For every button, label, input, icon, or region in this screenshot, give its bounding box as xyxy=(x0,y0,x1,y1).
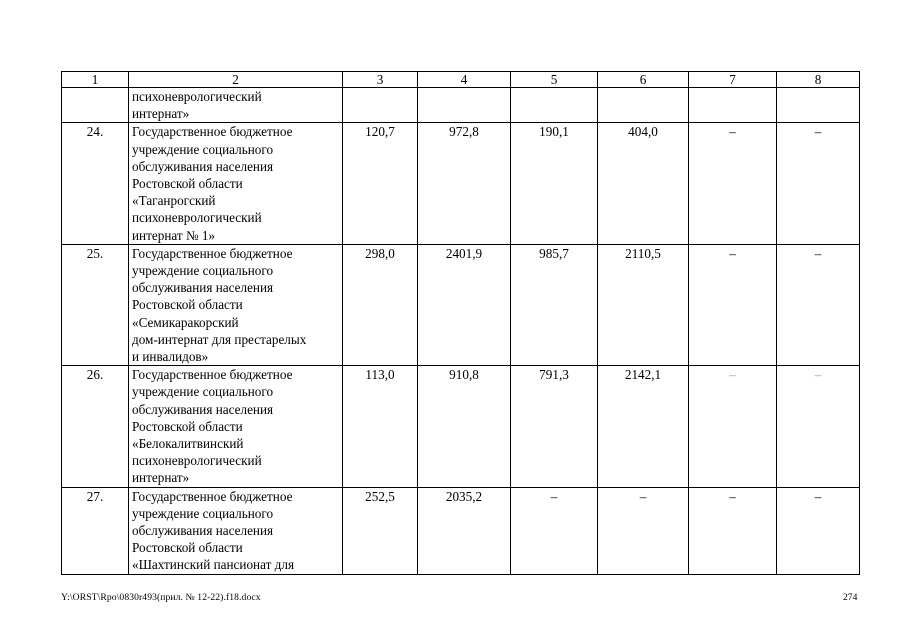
header-cell: 7 xyxy=(689,72,777,88)
value-cell-8: – xyxy=(777,244,860,365)
table-header-row xyxy=(62,72,860,88)
table-row-continuation xyxy=(62,88,860,123)
row-number: 25. xyxy=(62,244,129,365)
name-line: учреждение социального xyxy=(132,384,274,400)
institution-name xyxy=(129,244,343,365)
name-line: Ростовской области xyxy=(132,540,243,556)
name-line: Государственное бюджетное xyxy=(132,488,293,504)
value-cell-6: 404,0 xyxy=(598,123,689,244)
name-line: обслуживания населения xyxy=(132,158,274,174)
value-cell-4: 2035,2 xyxy=(418,487,511,574)
value-cell-8: – xyxy=(777,123,860,244)
header-cell: 6 xyxy=(598,72,689,88)
name-line: Государственное бюджетное xyxy=(132,245,293,261)
header-cell: 5 xyxy=(511,72,598,88)
name-line: «Шахтинский пансионат для xyxy=(132,557,295,573)
value-cell xyxy=(418,88,511,123)
row-number xyxy=(62,88,129,123)
value-cell-3: 252,5 xyxy=(343,487,418,574)
value-cell-6: 2142,1 xyxy=(598,366,689,487)
value-cell-7: – xyxy=(689,487,777,574)
value-cell-7: – xyxy=(689,123,777,244)
name-line: интернат № 1» xyxy=(132,227,216,243)
name-line: Ростовской области xyxy=(132,176,243,192)
row-number: 26. xyxy=(62,366,129,487)
row-number: 27. xyxy=(62,487,129,574)
name-line: «Семикаракорский xyxy=(132,314,239,330)
name-line: Ростовской области xyxy=(132,418,243,434)
name-line: Государственное бюджетное xyxy=(132,367,293,383)
name-line: интернат» xyxy=(132,470,190,486)
name-line: обслуживания населения xyxy=(132,401,274,417)
value-cell-8: – xyxy=(777,366,860,487)
table-row xyxy=(62,487,860,574)
name-line: и инвалидов» xyxy=(132,349,209,365)
value-cell-3: 298,0 xyxy=(343,244,418,365)
name-line: психоневрологический xyxy=(132,89,262,104)
value-cell-7: – xyxy=(689,366,777,487)
value-cell xyxy=(343,88,418,123)
value-cell-5: 791,3 xyxy=(511,366,598,487)
name-line: «Белокалитвинский xyxy=(132,436,244,452)
institution-name xyxy=(129,366,343,487)
value-cell xyxy=(777,88,860,123)
institution-name xyxy=(129,123,343,244)
value-cell xyxy=(511,88,598,123)
table-row xyxy=(62,366,860,487)
name-line: учреждение социального xyxy=(132,141,274,157)
value-cell-8: – xyxy=(777,487,860,574)
name-line: обслуживания населения xyxy=(132,280,274,296)
name-line: учреждение социального xyxy=(132,505,274,521)
data-table xyxy=(61,71,860,575)
name-line: дом-интернат для престарелых xyxy=(132,331,307,347)
table-row xyxy=(62,244,860,365)
name-line: «Таганрогский xyxy=(132,193,216,209)
name-line: психоневрологический xyxy=(132,210,262,226)
page-number: 274 xyxy=(843,592,858,603)
row-number: 24. xyxy=(62,123,129,244)
value-cell-5: 190,1 xyxy=(511,123,598,244)
value-cell xyxy=(689,88,777,123)
value-cell-7: – xyxy=(689,244,777,365)
value-cell xyxy=(598,88,689,123)
header-cell: 3 xyxy=(343,72,418,88)
header-cell: 4 xyxy=(418,72,511,88)
header-cell: 8 xyxy=(777,72,860,88)
header-cell: 2 xyxy=(129,72,343,88)
value-cell-4: 2401,9 xyxy=(418,244,511,365)
value-cell-6: 2110,5 xyxy=(598,244,689,365)
value-cell-3: 113,0 xyxy=(343,366,418,487)
header-cell: 1 xyxy=(62,72,129,88)
value-cell-4: 910,8 xyxy=(418,366,511,487)
table-row xyxy=(62,123,860,244)
name-line: психоневрологический xyxy=(132,453,262,469)
name-line: обслуживания населения xyxy=(132,523,274,539)
footer-file-path: Y:\ORST\Rpo\0830r493(прил. № 12-22).f18.docx xyxy=(61,592,261,603)
name-line: Государственное бюджетное xyxy=(132,124,293,140)
value-cell-6: – xyxy=(598,487,689,574)
value-cell-4: 972,8 xyxy=(418,123,511,244)
value-cell-5: 985,7 xyxy=(511,244,598,365)
value-cell-3: 120,7 xyxy=(343,123,418,244)
name-line: учреждение социального xyxy=(132,263,274,279)
institution-name xyxy=(129,88,343,123)
name-line: Ростовской области xyxy=(132,297,243,313)
value-cell-5: – xyxy=(511,487,598,574)
name-line: интернат» xyxy=(132,106,190,122)
institution-name xyxy=(129,487,343,574)
